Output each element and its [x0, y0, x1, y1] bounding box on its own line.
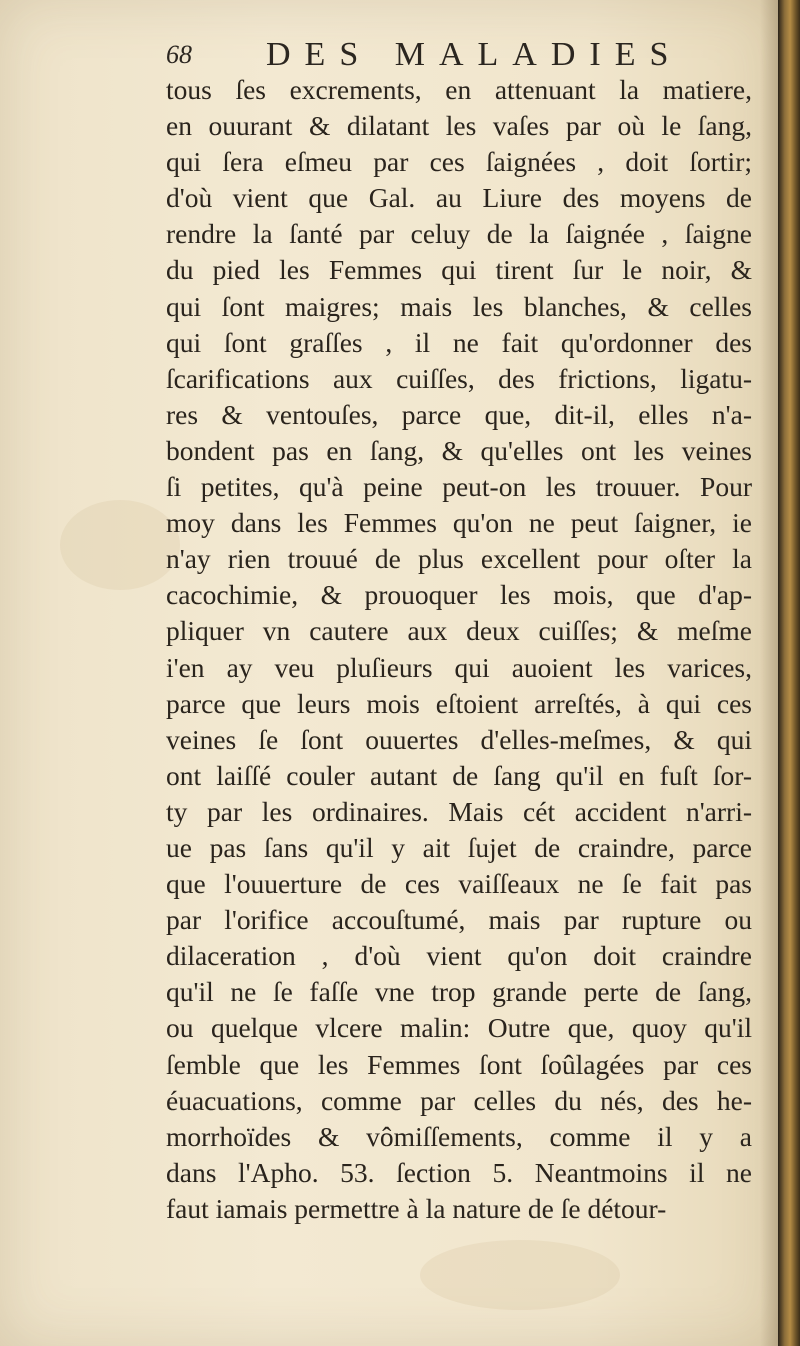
text-line: ou quelque vlcere malin: Outre que, quoy qu'il [166, 1012, 752, 1044]
page-number: 68 [166, 40, 192, 69]
text-line: bondent pas en ſang, & qu'elles ont les veines [166, 434, 752, 466]
text-line: qui ſera eſmeu par ces ſaignées , doit ſortir; [166, 146, 752, 178]
paper-stain [60, 500, 180, 590]
text-line: du pied les Femmes qui tirent ſur le noir, & [166, 254, 752, 286]
text-line: morrhoïdes & vômiſſements, comme il y a [166, 1120, 752, 1152]
text-line: res & ventouſes, parce que, dit-il, elles n'a- [166, 398, 752, 430]
text-line: ty par les ordinaires. Mais cét accident n'arri- [166, 795, 752, 827]
text-line: ſemble que les Femmes ſont ſoûlagées par ces [166, 1048, 752, 1080]
text-line: ont laiſſé couler autant de ſang qu'il en fuſt ſor- [166, 759, 752, 791]
text-line: pliquer vn cautere aux deux cuiſſes; & meſme [166, 615, 752, 647]
text-line: moy dans les Femmes qu'on ne peut ſaigner, ie [166, 507, 752, 539]
text-line: ſcarifications aux cuiſſes, des frictions, ligatu- [166, 362, 752, 394]
text-line: éuacuations, comme par celles du nés, des he- [166, 1084, 752, 1116]
text-line: ſi petites, qu'à peine peut-on les trouuer. Pour [166, 471, 752, 503]
text-line: veines ſe ſont ouuertes d'elles-meſmes, & qui [166, 723, 752, 755]
text-line: tous ſes excrements, en attenuant la matiere, [166, 74, 752, 105]
text-line: parce que leurs mois eſtoient arreſtés, à qui ces [166, 687, 752, 719]
text-line: rendre la ſanté par celuy de la ſaignée , ſaigne [166, 218, 752, 250]
text-line: d'où vient que Gal. au Liure des moyens de [166, 182, 752, 214]
text-line: i'en ay veu pluſieurs qui auoient les varices, [166, 651, 752, 683]
text-line: faut iamais permettre à la nature de ſe détour- [166, 1192, 667, 1224]
text-line: qu'il ne ſe faſſe vne trop grande perte de ſang, [166, 976, 752, 1008]
text-line: ue pas ſans qu'il y ait ſujet de craindre, parce [166, 831, 752, 863]
text-line: qui ſont maigres; mais les blanches, & celles [166, 290, 752, 322]
text-line: n'ay rien trouué de plus excellent pour oſter la [166, 543, 752, 575]
text-line: cacochimie, & prouoquer les mois, que d'ap- [166, 579, 752, 611]
text-line: en ouurant & dilatant les vaſes par où le ſang, [166, 110, 752, 142]
body-text [166, 72, 752, 1227]
paper-stain [420, 1240, 620, 1310]
text-line: dilaceration , d'où vient qu'on doit craindre [166, 940, 752, 972]
text-line: dans l'Apho. 53. ſection 5. Neantmoins il ne [166, 1156, 752, 1188]
text-line: que l'ouuerture de ces vaiſſeaux ne ſe fait pas [166, 868, 752, 900]
book-spine-edge [778, 0, 800, 1346]
text-line: qui ſont graſſes , il ne fait qu'ordonner des [166, 326, 752, 358]
text-line: par l'orifice accouſtumé, mais par rupture ou [166, 904, 752, 936]
running-title: DES MALADIES [266, 36, 683, 73]
